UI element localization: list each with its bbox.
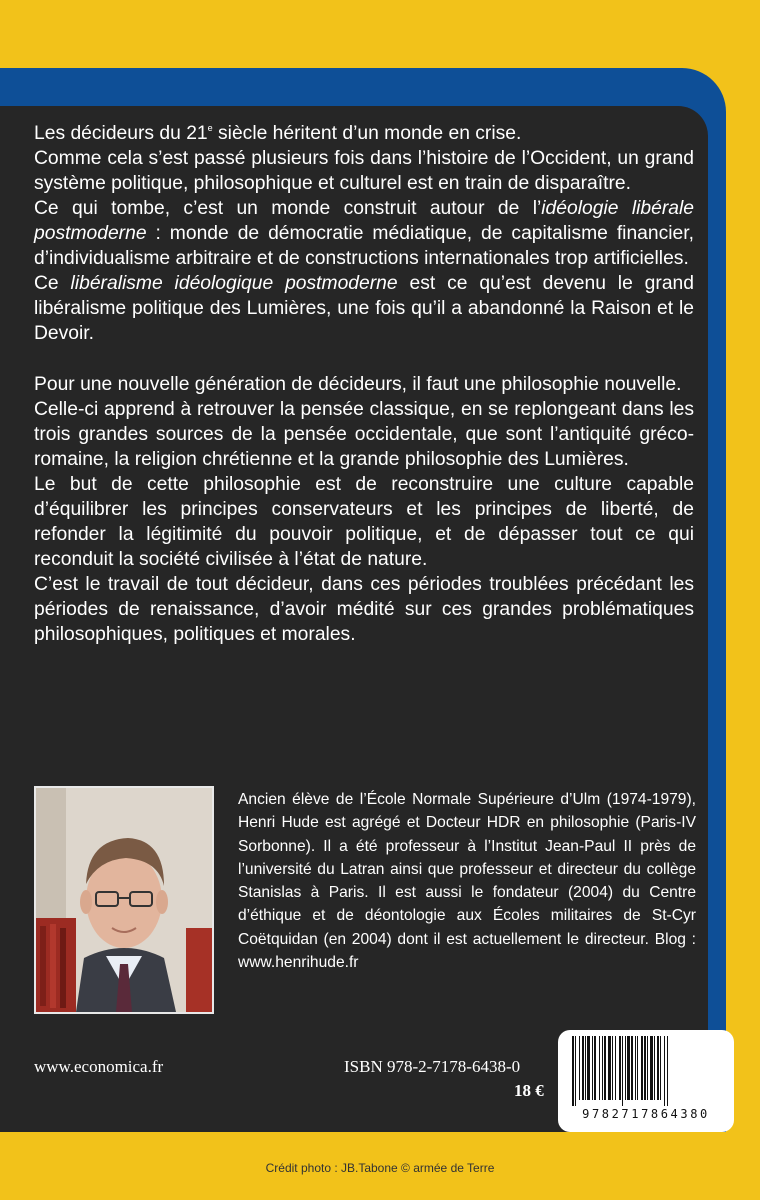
price: 18 € bbox=[514, 1081, 544, 1100]
barcode-bar bbox=[647, 1036, 648, 1100]
barcode-bar bbox=[587, 1036, 590, 1100]
barcode-number: 9782717864380 bbox=[582, 1107, 710, 1121]
blurb-paragraph-5: Pour une nouvelle génération de décideurs, il faut une philosophie nouvelle. bbox=[34, 374, 682, 395]
barcode-bar bbox=[660, 1036, 661, 1100]
barcode-bar bbox=[579, 1036, 580, 1100]
barcode bbox=[558, 1030, 734, 1132]
blurb-paragraph-8: C’est le travail de tout décideur, dans ces périodes troublées précédant les périodes de renaissance, d’avoir médité sur ces grandes problématiques philosophiques, politiques et morales. bbox=[34, 574, 694, 645]
barcode-bar bbox=[604, 1036, 606, 1100]
blurb-paragraph-1: Les décideurs du 21e siècle héritent d’un monde en crise. bbox=[34, 123, 522, 144]
author-photo bbox=[34, 786, 214, 1014]
barcode-bar bbox=[615, 1036, 616, 1100]
blurb-paragraph-4: Ce libéralisme idéologique postmoderne est ce qu’est devenu le grand libéralisme politique des Lumières, une fois qu’il a abandonné la Raison et le Devoir. bbox=[34, 273, 694, 344]
barcode-bar bbox=[599, 1036, 600, 1100]
blurb-paragraph-7: Le but de cette philosophie est de reconstruire une culture capable d’équilibrer les principes conservateurs et les principes de liberté, de refonder la légitimité du pouvoir politique, et de dépasser tout ce qui reconduit la société civilisée à l’état de nature. bbox=[34, 474, 694, 570]
barcode-bar bbox=[650, 1036, 653, 1100]
barcode-bar bbox=[585, 1036, 586, 1100]
blurb-paragraph-3: Ce qui tombe, c’est un monde construit autour de l’idéologie libérale postmoderne : monde de démocratie médiatique, de capitalisme financier, d’individualisme arbitraire et de constructions internationales trop artificielles. bbox=[34, 198, 694, 269]
barcode-bar bbox=[608, 1036, 611, 1100]
barcode-bar bbox=[582, 1036, 584, 1100]
author-bio: Ancien élève de l’École Normale Supérieure d’Ulm (1974-1979), Henri Hude est agrégé et Docteur HDR en philosophie (Paris-IV Sorbonne). Il a été professeur à l’Institut Jean-Paul II près de l’université du Latran ainsi que professeur et directeur du collège Stanislas à Paris. Il est aussi le fondateur (2004) du Centre d’éthique et de déontologie aux Écoles militaires de St-Cyr Coëtquidan (en 2004) dont il est actuellement le directeur. Blog : www.henrihude.fr bbox=[238, 791, 696, 972]
barcode-bar bbox=[592, 1036, 593, 1100]
isbn: ISBN 978-2-7178-6438-0 bbox=[344, 1057, 521, 1076]
barcode-bar bbox=[602, 1036, 603, 1100]
barcode-bar bbox=[644, 1036, 646, 1100]
barcode-bar bbox=[619, 1036, 621, 1100]
author-portrait-illustration bbox=[36, 788, 212, 1012]
blurb-paragraph-6: Celle-ci apprend à retrouver la pensée classique, en se replongeant dans les trois grandes sources de la pensée occidentale, que sont l’antiquité gréco-romaine, la religion chrétienne et la grande philosophie des Lumières. bbox=[34, 399, 694, 470]
publisher-website[interactable]: www.economica.fr bbox=[34, 1057, 164, 1076]
barcode-bar bbox=[664, 1036, 665, 1106]
barcode-bar bbox=[631, 1036, 633, 1100]
photo-credit: Crédit photo : JB.Tabone © armée de Terre bbox=[265, 1161, 495, 1175]
barcode-bar bbox=[657, 1036, 659, 1100]
barcode-bar bbox=[622, 1036, 623, 1106]
barcode-bar bbox=[637, 1036, 638, 1100]
barcode-bar bbox=[641, 1036, 643, 1100]
barcode-bar bbox=[594, 1036, 596, 1100]
barcode-bar bbox=[625, 1036, 626, 1100]
barcode-bar bbox=[572, 1036, 574, 1106]
barcode-bar bbox=[627, 1036, 630, 1100]
barcode-bar bbox=[667, 1036, 668, 1106]
barcode-bars bbox=[572, 1036, 720, 1106]
barcode-bar bbox=[635, 1036, 636, 1100]
back-cover-blurb bbox=[34, 116, 694, 647]
barcode-bar bbox=[654, 1036, 655, 1100]
barcode-bar bbox=[575, 1036, 576, 1106]
blurb-paragraph-2: Comme cela s’est passé plusieurs fois dans l’histoire de l’Occident, un grand système politique, philosophique et culturel est en train de disparaître. bbox=[34, 148, 694, 194]
barcode-bar bbox=[612, 1036, 613, 1100]
